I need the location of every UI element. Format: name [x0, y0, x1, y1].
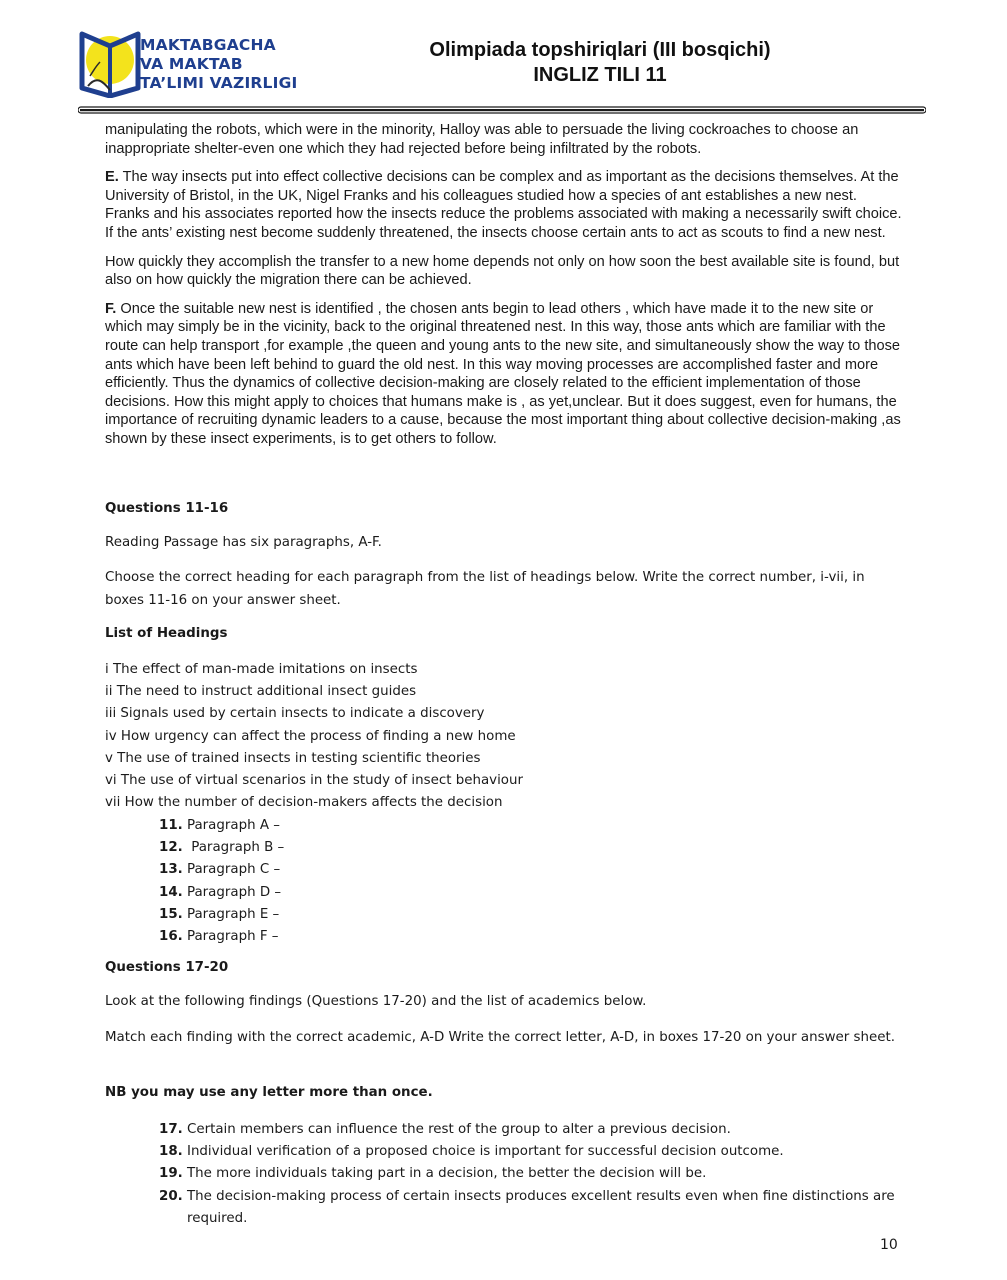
ministry-name-line: VA MAKTAB	[140, 55, 243, 73]
question-item	[159, 926, 284, 948]
nb-note	[105, 1085, 905, 1100]
question-text: Paragraph F –	[187, 928, 279, 944]
finding-number: 20.	[159, 1188, 183, 1204]
instruction-text: Reading Passage has six paragraphs, A-F.	[105, 535, 382, 550]
question-text: Paragraph C –	[187, 862, 281, 878]
nb-text: NB you may use any letter more than once.	[105, 1085, 433, 1100]
finding-item	[159, 1141, 909, 1163]
list-of-headings-title	[105, 626, 905, 641]
question-item	[159, 815, 284, 837]
question-number: 13.	[159, 862, 183, 878]
paragraph-e	[105, 168, 905, 242]
reading-passage	[105, 121, 905, 459]
instruction-text: Look at the following findings (Questions 17-20) and the list of academics below.	[105, 994, 647, 1009]
question-text: Paragraph D –	[187, 884, 282, 900]
finding-item	[159, 1163, 909, 1185]
heading-option: iv How urgency can affect the process of finding a new home	[105, 728, 516, 744]
passage-intro: manipulating the robots, which were in the minority, Halloy was able to persuade the living cockroaches to choose an inappropriate shelter-even one which they had rejected before being infiltrated by the robots.	[105, 122, 859, 157]
title-line-1: Olimpiada topshiriqlari (III bosqichi)	[429, 39, 771, 61]
section-heading: Questions 11-16	[105, 501, 229, 516]
question-item	[159, 904, 284, 926]
paragraph-f-label: F.	[105, 300, 117, 317]
paragraph-question-list	[159, 815, 284, 948]
questions-11-16-heading	[105, 501, 905, 516]
ministry-logo-icon	[76, 26, 146, 98]
question-number: 16.	[159, 928, 183, 944]
finding-number: 18.	[159, 1144, 183, 1160]
header-divider	[78, 106, 926, 114]
questions-17-20-intro	[105, 994, 905, 1009]
page-header	[0, 0, 1007, 120]
finding-number: 17.	[159, 1122, 183, 1137]
questions-17-20-instructions	[105, 1027, 905, 1050]
question-item	[159, 882, 284, 904]
question-text: Paragraph B –	[187, 840, 285, 856]
heading-option: vi The use of virtual scenarios in the study of insect behaviour	[105, 773, 523, 789]
findings-list	[159, 1119, 909, 1230]
heading-option: iii Signals used by certain insects to indicate a discovery	[105, 706, 485, 722]
ministry-name-line: MAKTABGACHA	[140, 36, 276, 54]
page-number: 10	[880, 1237, 898, 1253]
heading-option: v The use of trained insects in testing scientific theories	[105, 750, 481, 766]
question-item	[159, 859, 284, 881]
question-item	[159, 837, 284, 859]
finding-number: 19.	[159, 1166, 183, 1182]
question-text: Paragraph A –	[187, 818, 280, 833]
heading-option: vii How the number of decision-makers affects the decision	[105, 795, 503, 811]
questions-11-16-intro	[105, 535, 905, 550]
question-number: 12.	[159, 840, 183, 856]
question-number: 14.	[159, 884, 183, 900]
paragraph-e-text: The way insects put into effect collective decisions can be complex and as important as the decisions themselves. At the University of Bristol, in the UK, Nigel Franks and his colleagues studied how a species of ant establishes a new nest. Franks and his associates reported how the insects reduce the problems associated with making a necessarily swift choice. If the ants’ existing nest become suddenly threatened, the insects choose certain ants to act as scouts to find a new nest.	[105, 169, 902, 241]
ministry-name-line: TA’LIMI VAZIRLIGI	[140, 74, 298, 92]
section-heading: Questions 17-20	[105, 960, 229, 975]
questions-11-16-instructions	[105, 567, 905, 612]
question-text: Paragraph E –	[187, 906, 280, 922]
headings-list	[105, 659, 905, 814]
paragraph-e-label: E.	[105, 169, 119, 186]
instruction-text: Match each finding with the correct academic, A-D Write the correct letter, A-D, in boxes 17-20 on your answer sheet.	[105, 1030, 895, 1045]
question-number: 11.	[159, 818, 183, 833]
finding-text: The decision-making process of certain insects produces excellent results even when fine distinctions are required.	[187, 1188, 895, 1226]
finding-text: Individual verification of a proposed choice is important for successful decision outcome.	[187, 1144, 784, 1160]
document-title	[390, 38, 810, 88]
instruction-text: Choose the correct heading for each paragraph from the list of headings below. Write the correct number, i-vii, in boxes 11-16 on your answer sheet.	[105, 570, 865, 608]
finding-text: Certain members can influence the rest of the group to alter a previous decision.	[187, 1122, 731, 1137]
finding-item	[159, 1186, 909, 1230]
question-number: 15.	[159, 906, 183, 922]
finding-item	[159, 1119, 909, 1141]
questions-17-20-heading	[105, 960, 905, 975]
ministry-name	[140, 36, 297, 93]
paragraph-f-text: Once the suitable new nest is identified , the chosen ants begin to lead others , which have made it to the new site or which may simply be in the vicinity, back to the original threatened nest. In this way, those ants which are familiar with the route can help transport ,for example ,the queen and young ants to the new site, and simultaneously show the way to those ants which have been left behind to guard the old nest. In this way moving processes are accomplished faster and more efficiently. Thus the dynamics of collective decision-making are closely related to the efficient implementation of those decisions. How this might apply to choices that humans make is , as yet,unclear. But it does suggest, even for humans, the importance of recruiting dynamic leaders to a cause, because the most important thing about collective decision-making ,as shown by these insect experiments, is to get others to follow.	[105, 300, 901, 447]
heading-option: ii The need to instruct additional insect guides	[105, 684, 417, 700]
paragraph-e-continued: How quickly they accomplish the transfer to a new home depends not only on how soon the best available site is found, but also on how quickly the migration there can be achieved.	[105, 253, 900, 289]
finding-text: The more individuals taking part in a decision, the better the decision will be.	[187, 1166, 707, 1182]
paragraph-f	[105, 300, 905, 449]
section-heading: List of Headings	[105, 626, 228, 641]
heading-option: i The effect of man-made imitations on insects	[105, 662, 418, 677]
title-line-2: INGLIZ TILI 11	[533, 64, 667, 86]
